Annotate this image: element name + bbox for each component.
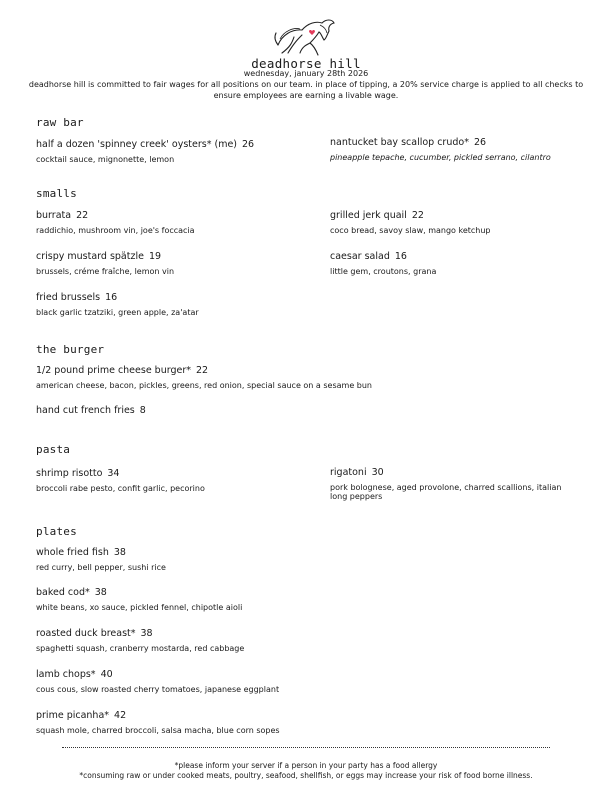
- item-name: grilled jerk quail: [330, 210, 407, 221]
- item-name: shrimp risotto: [36, 468, 103, 479]
- item-price: 22: [196, 365, 209, 376]
- item-name: rigatoni: [330, 467, 367, 478]
- item-description: american cheese, bacon, pickles, greens, red onion, special sauce on a sesame bun: [36, 381, 372, 390]
- menu-item: [36, 405, 306, 417]
- item-name: roasted duck breast*: [36, 628, 136, 639]
- menu-item: [36, 251, 306, 277]
- item-name: lamb chops*: [36, 669, 96, 680]
- item-name: crispy mustard spätzle: [36, 251, 144, 262]
- menu-item: [36, 210, 306, 236]
- item-description: broccoli rabe pesto, confit garlic, pecorino: [36, 484, 205, 493]
- item-description: coco bread, savoy slaw, mango ketchup: [330, 226, 491, 235]
- item-description: brussels, créme fraîche, lemon vin: [36, 267, 175, 276]
- restaurant-name: deadhorse hill: [251, 56, 361, 71]
- section-title-pasta: pasta: [36, 443, 71, 456]
- section-title-raw-bar: raw bar: [36, 116, 84, 129]
- item-name: half a dozen 'spinney creek' oysters* (me): [36, 139, 237, 150]
- item-description: white beans, xo sauce, pickled fennel, chipotle aioli: [36, 603, 243, 612]
- item-price: 22: [76, 210, 89, 221]
- item-name: hand cut french fries: [36, 405, 135, 416]
- item-price: 8: [139, 405, 146, 416]
- menu-item: [36, 587, 306, 613]
- menu-item: [36, 628, 306, 654]
- section-title-smalls: smalls: [36, 187, 77, 200]
- menu-item: [36, 710, 306, 736]
- item-price: 42: [114, 710, 127, 721]
- item-description: pineapple tepache, cucumber, pickled serrano, cilantro: [330, 153, 551, 162]
- item-description: black garlic tzatziki, green apple, za'atar: [36, 308, 199, 317]
- item-name: 1/2 pound prime cheese burger*: [36, 365, 192, 376]
- mission-statement: deadhorse hill is committed to fair wages for all positions on our team. in place of tipping, a 20% service charge is applied to all checks to ensure employees are earning a livable wage.: [28, 80, 584, 100]
- item-price: 22: [411, 210, 424, 221]
- item-name: fried brussels: [36, 292, 101, 303]
- horse-logo-icon: [272, 13, 342, 59]
- section-title-burger: the burger: [36, 343, 105, 356]
- item-price: 26: [473, 137, 487, 148]
- item-name: burrata: [36, 210, 72, 221]
- allergy-note: *please inform your server if a person in your party has a food allergy: [174, 761, 438, 770]
- footer-divider: [62, 747, 550, 748]
- raw-food-warning: *consuming raw or under cooked meats, poultry, seafood, shellfish, or eggs may increase your risk of food borne illness.: [79, 771, 533, 780]
- item-price: 26: [242, 139, 255, 150]
- section-title-plates: plates: [36, 525, 77, 538]
- item-description: little gem, croutons, grana: [330, 267, 437, 276]
- item-price: 16: [105, 292, 118, 303]
- item-name: prime picanha*: [36, 710, 110, 721]
- menu-item: [330, 210, 585, 236]
- menu-item: [36, 669, 306, 695]
- item-price: 34: [107, 468, 120, 479]
- item-description: red curry, bell pepper, sushi rice: [36, 563, 166, 572]
- menu-date: wednesday, january 28th 2026: [243, 69, 369, 78]
- menu-item: [36, 139, 306, 165]
- item-description: spaghetti squash, cranberry mostarda, red cabbage: [36, 644, 245, 653]
- item-price: 19: [148, 251, 162, 262]
- menu-item: [36, 292, 306, 318]
- item-name: nantucket bay scallop crudo*: [330, 137, 469, 148]
- menu-item: [330, 251, 585, 277]
- item-price: 38: [94, 587, 107, 598]
- item-price: 38: [113, 547, 126, 558]
- menu-item: [330, 467, 585, 501]
- item-name: whole fried fish: [36, 547, 109, 558]
- item-description: cocktail sauce, mignonette, lemon: [36, 155, 175, 164]
- item-price: 30: [371, 467, 384, 478]
- item-name: baked cod*: [36, 587, 90, 598]
- menu-item: [330, 137, 585, 163]
- item-description: pork bolognese, aged provolone, charred scallions, italian long peppers: [330, 483, 562, 501]
- item-price: 40: [100, 669, 113, 680]
- item-description: cous cous, slow roasted cherry tomatoes, japanese eggplant: [36, 685, 280, 694]
- item-price: 38: [140, 628, 153, 639]
- item-name: caesar salad: [330, 251, 390, 262]
- menu-item: [36, 365, 456, 391]
- item-description: raddichio, mushroom vin, joe's foccacia: [36, 226, 195, 235]
- item-description: squash mole, charred broccoli, salsa macha, blue corn sopes: [36, 726, 280, 735]
- menu-item: [36, 468, 306, 494]
- item-price: 16: [394, 251, 407, 262]
- menu-item: [36, 547, 306, 573]
